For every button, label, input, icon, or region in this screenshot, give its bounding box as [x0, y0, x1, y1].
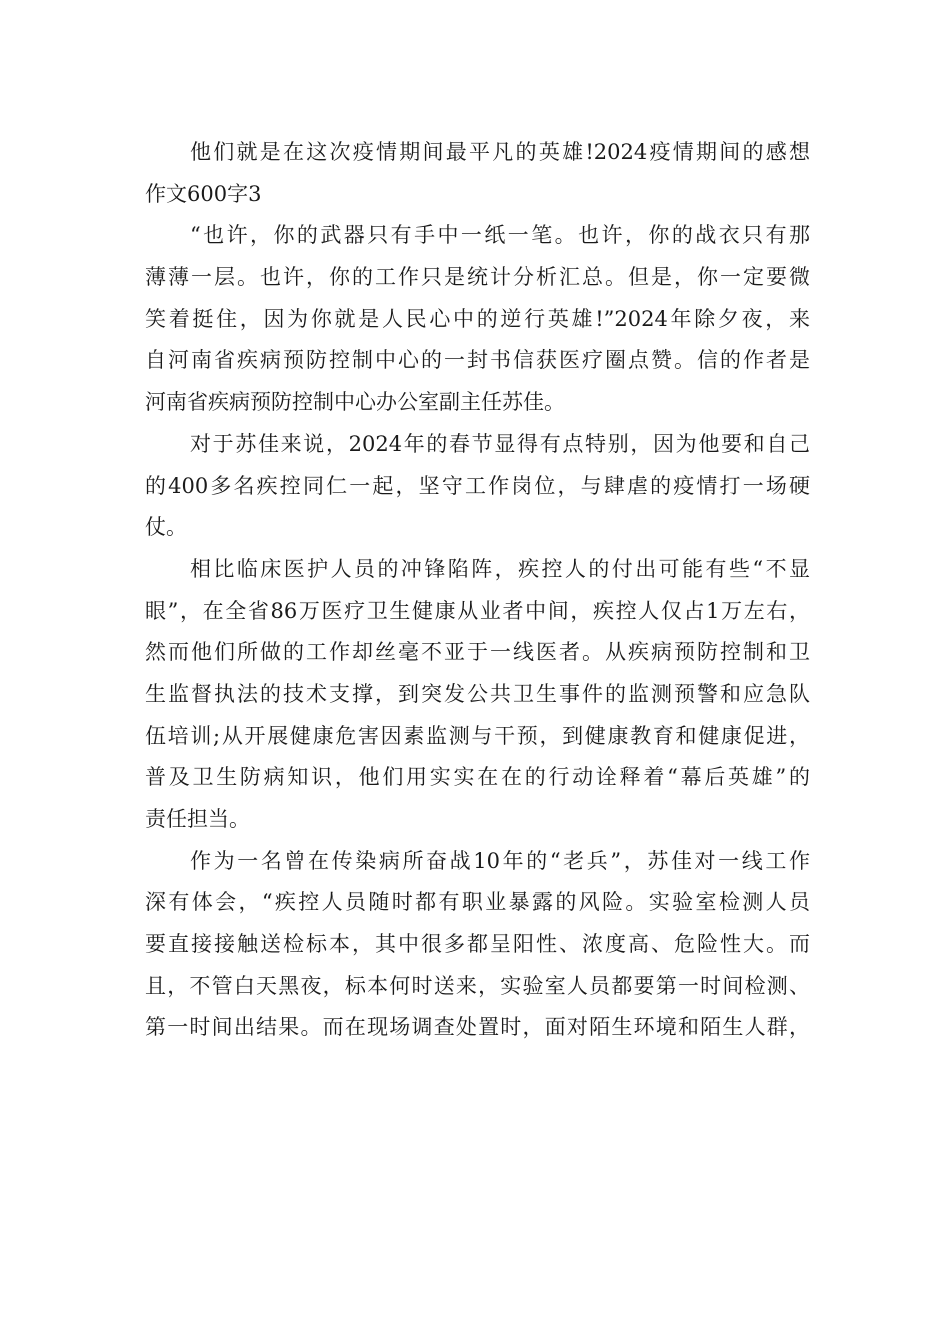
text-line: 河南省疾病预防控制中心办公室副主任苏佳。	[145, 390, 565, 415]
text-line: 然而他们所做的工作却丝毫不亚于一线医者。从疾病预防控制和卫	[145, 640, 810, 665]
text-line: 作为一名曾在传染病所奋战10年的“老兵”，苏佳对一线工作	[190, 848, 810, 873]
text-line: 深有体会，“疾控人员随时都有职业暴露的风险。实验室检测人员	[145, 890, 810, 915]
text-line: 相比临床医护人员的冲锋陷阵，疾控人的付出可能有些“不显	[190, 556, 810, 581]
text-line: 自河南省疾病预防控制中心的一封书信获医疗圈点赞。信的作者是	[145, 348, 810, 373]
paragraph-4	[145, 549, 810, 841]
text-line: 仗。	[145, 515, 187, 540]
text-line: 伍培训;从开展健康危害因素监测与干预，到健康教育和健康促进，	[145, 723, 810, 748]
text-line: 的400多名疾控同仁一起，坚守工作岗位，与肆虐的疫情打一场硬	[145, 473, 810, 498]
text-line: 要直接接触送检标本，其中很多都呈阳性、浓度高、危险性大。而	[145, 932, 810, 957]
text-line: “也许，你的武器只有手中一纸一笔。也许，你的战衣只有那	[190, 223, 810, 248]
text-line: 第一时间出结果。而在现场调查处置时，面对陌生环境和陌生人群，	[145, 1015, 810, 1040]
paragraph-1	[145, 132, 810, 215]
paragraph-2	[145, 215, 810, 423]
text-line: 生监督执法的技术支撑，到突发公共卫生事件的监测预警和应急队	[145, 681, 810, 706]
document-body	[145, 132, 810, 1049]
text-line: 作文600字3	[145, 181, 262, 206]
text-line: 他们就是在这次疫情期间最平凡的英雄!2024疫情期间的感想	[190, 140, 810, 164]
paragraph-3	[145, 424, 810, 549]
text-line: 笑着挺住，因为你就是人民心中的逆行英雄!”2024年除夕夜，来	[145, 306, 810, 331]
text-line: 责任担当。	[145, 807, 250, 831]
paragraph-5	[145, 841, 810, 1049]
text-line: 薄薄一层。也许，你的工作只是统计分析汇总。但是，你一定要微	[145, 265, 810, 290]
text-line: 眼”，在全省86万医疗卫生健康从业者中间，疾控人仅占1万左右，	[145, 598, 810, 623]
text-line: 对于苏佳来说，2024年的春节显得有点特别，因为他要和自己	[190, 431, 810, 456]
text-line: 且，不管白天黑夜，标本何时送来，实验室人员都要第一时间检测、	[145, 973, 810, 998]
text-line: 普及卫生防病知识，他们用实实在在的行动诠释着“幕后英雄”的	[145, 765, 810, 790]
